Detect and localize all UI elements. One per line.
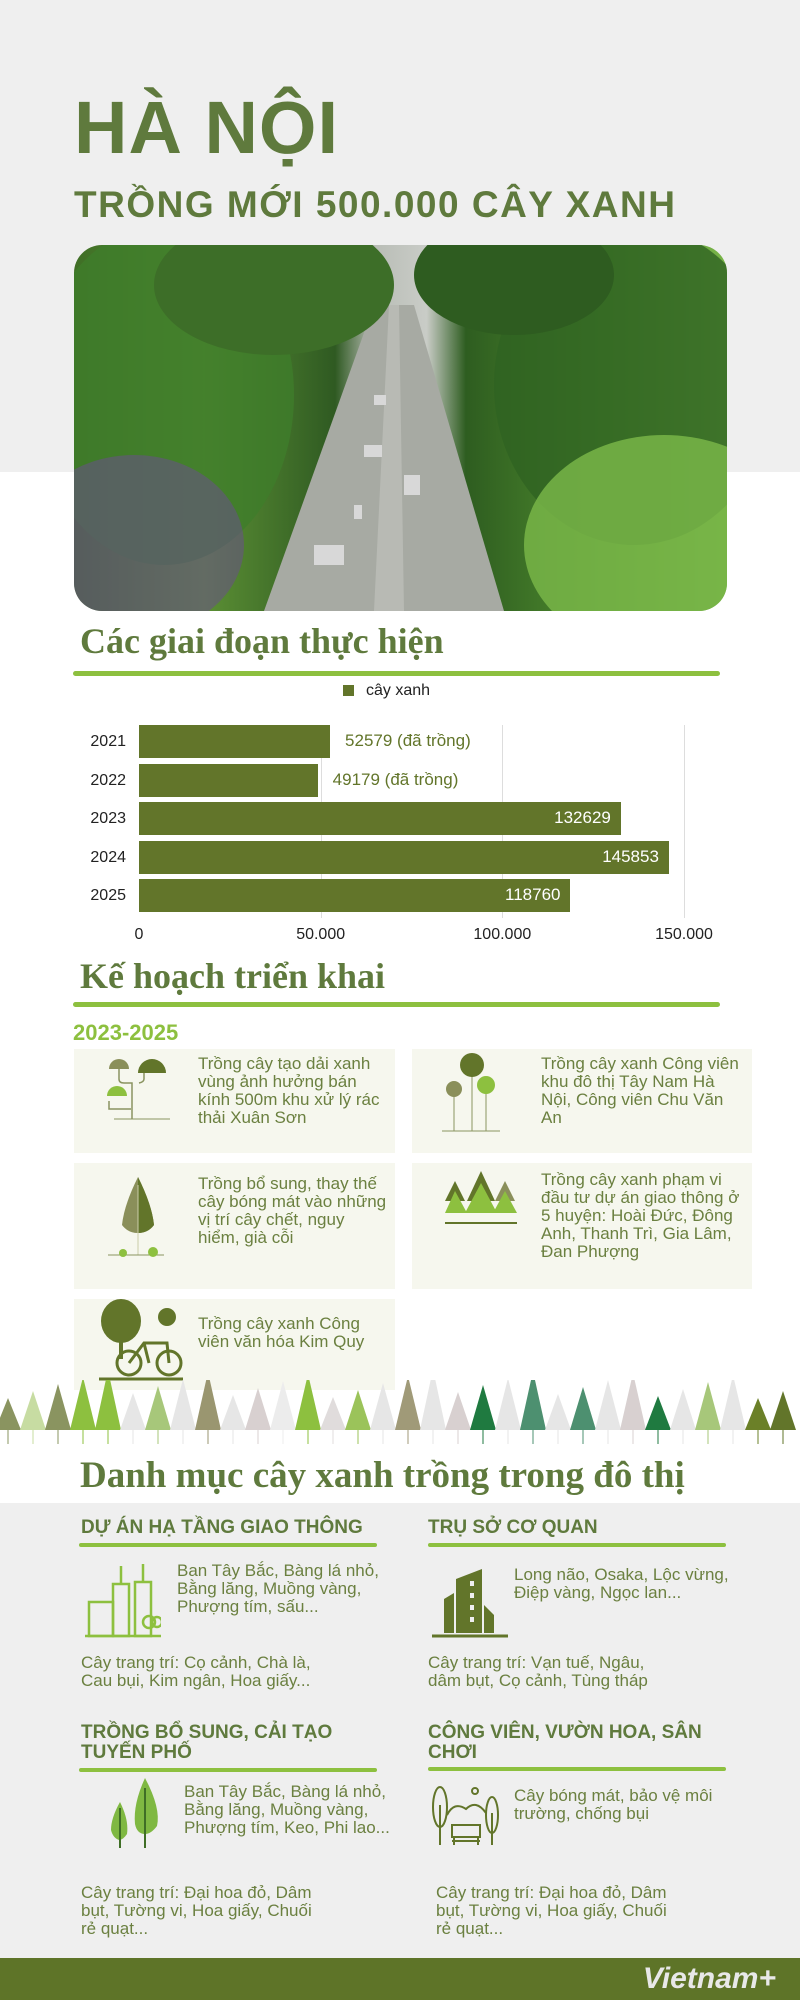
x-tick-label: 150.000 <box>655 926 713 943</box>
divider <box>428 1767 726 1771</box>
park-bench-icon <box>430 1785 502 1847</box>
vietnamplus-logo[interactable]: Vietnam+ <box>642 1962 776 1995</box>
chart-legend <box>343 681 430 700</box>
data-label: 145853 <box>602 846 659 866</box>
category-heading: TRỒNG BỔ SUNG, CẢI TẠO TUYẾN PHỐ <box>81 1722 333 1763</box>
street-trees-photo <box>74 245 727 611</box>
plan-text: Trồng cây tạo dải xanh vùng ảnh hưởng bán kính 500m khu xử lý rác thải Xuân Sơn <box>198 1054 380 1127</box>
category-main-trees: Ban Tây Bắc, Bàng lá nhỏ, Bằng lăng, Muồng vàng, Phượng tím, Keo, Phi lao... <box>184 1782 390 1837</box>
category-decor-trees: Cây trang trí: Đại hoa đỏ, Dâm bụt, Tường vi, Hoa giấy, Chuối rẻ quạt... <box>436 1883 667 1938</box>
divider <box>428 1543 726 1547</box>
x-tick-label: 100.000 <box>473 926 532 943</box>
decorative-tree-row <box>0 1380 800 1455</box>
divider <box>79 1543 377 1547</box>
y-tick-label: 2024 <box>90 848 126 866</box>
park-trees-icon <box>442 1051 502 1133</box>
plan-period: 2023-2025 <box>73 1020 179 1045</box>
category-decor-trees: Cây trang trí: Đại hoa đỏ, Dâm bụt, Tường vi, Hoa giấy, Chuối rẻ quạt... <box>81 1883 312 1938</box>
plan-text: Trồng cây xanh Công viên văn hóa Kim Quy <box>198 1314 365 1351</box>
office-building-icon <box>430 1565 512 1640</box>
data-label: 52579 (đã trồng) <box>342 731 474 751</box>
city-buildings-icon <box>85 1562 161 1638</box>
bar <box>139 725 330 758</box>
gridline <box>684 725 685 918</box>
footer-bar <box>0 1958 800 2000</box>
section-title-phases: Các giai đoạn thực hiện <box>80 621 444 661</box>
bar <box>139 764 318 797</box>
page-title: HÀ NỘI <box>74 86 339 169</box>
plan-card <box>74 1163 395 1289</box>
divider <box>73 1002 720 1007</box>
y-tick-label: 2023 <box>90 810 126 827</box>
plan-card <box>74 1299 395 1390</box>
y-tick-label: 2025 <box>90 887 126 904</box>
legend-swatch <box>343 685 354 696</box>
category-main-trees: Long não, Osaka, Lộc vừng, Điệp vàng, Ngọc lan... <box>514 1565 729 1602</box>
x-tick-label: 50.000 <box>296 926 346 943</box>
category-heading: DỰ ÁN HẠ TẦNG GIAO THÔNG <box>81 1517 363 1538</box>
category-decor-trees: Cây trang trí: Cọ cảnh, Chà là, Cau bụi, Kim ngân, Hoa giấy... <box>81 1653 311 1690</box>
category-heading: TRỤ SỞ CƠ QUAN <box>428 1517 598 1538</box>
divider <box>73 671 720 676</box>
page-subtitle: TRỒNG MỚI 500.000 CÂY XANH <box>74 184 677 225</box>
data-label: 132629 <box>554 808 611 827</box>
tree-bicycle-icon <box>99 1299 189 1383</box>
data-label: 49179 (đã trồng) <box>330 770 462 790</box>
section-title-plan: Kế hoạch triển khai <box>80 956 386 996</box>
plan-text: Trồng cây xanh Công viên khu đô thị Tây Nam Hà Nội, Công viên Chu Văn An <box>541 1054 739 1127</box>
tree-branches-icon <box>104 1051 174 1123</box>
y-tick-label: 2022 <box>90 771 126 789</box>
category-decor-trees: Cây trang trí: Vạn tuế, Ngâu, dâm bụt, Cọ cảnh, Tùng tháp <box>428 1653 648 1690</box>
category-heading: CÔNG VIÊN, VƯỜN HOA, SÂN CHƠI <box>428 1722 702 1763</box>
plan-text: Trồng cây xanh phạm vi đầu tư dự án giao thông ở 5 huyện: Hoài Đức, Đông Anh, Thanh Trì, Gia Lâm, Đan Phượng <box>541 1170 740 1261</box>
y-tick-label: 2021 <box>90 733 126 750</box>
category-main-trees: Cây bóng mát, bảo vệ môi trường, chống bụi <box>514 1786 713 1823</box>
plan-card <box>412 1163 752 1289</box>
divider <box>79 1768 377 1772</box>
plan-card <box>74 1049 395 1153</box>
x-tick-label: 0 <box>134 926 144 943</box>
category-main-trees: Ban Tây Bắc, Bàng lá nhỏ, Bằng lăng, Muồng vàng, Phượng tím, sấu... <box>177 1561 379 1616</box>
trees-icon <box>105 1778 165 1850</box>
plan-text: Trồng bổ sung, thay thế cây bóng mát vào những vị trí cây chết, nguy hiểm, già cỗi <box>198 1174 387 1247</box>
data-label: 118760 <box>505 885 561 904</box>
leaf-tree-icon <box>108 1175 168 1257</box>
plan-card <box>412 1049 752 1153</box>
legend-label: cây xanh <box>366 682 431 699</box>
section-title-catalog: Danh mục cây xanh trồng trong đô thị <box>80 1455 685 1496</box>
pine-tree-icon <box>0 1398 21 1430</box>
pine-trees-icon <box>445 1171 517 1227</box>
